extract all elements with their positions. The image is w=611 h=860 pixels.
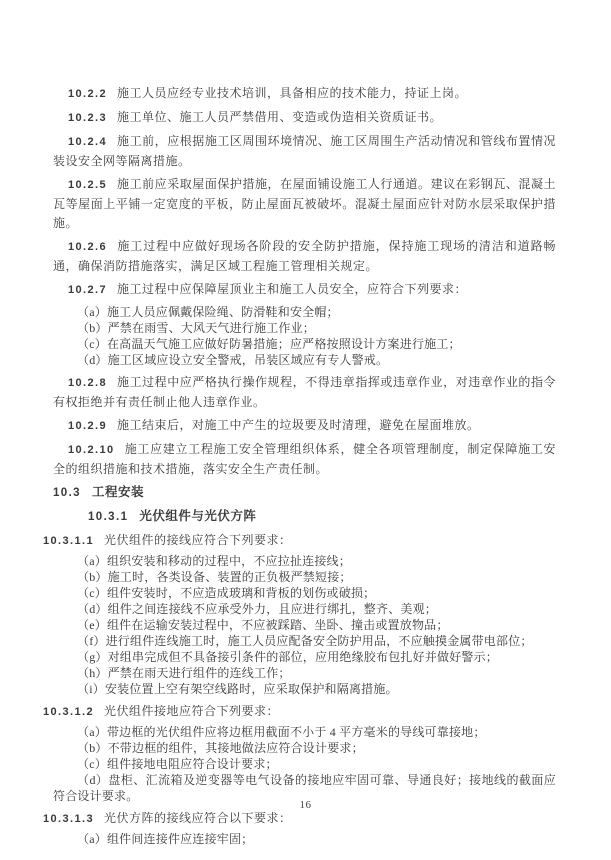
heading-text: 光伏组件与光伏方阵 xyxy=(139,509,257,523)
list-item-text: 安装位置上空有架空线路时，应采取保护和隔离措施。 xyxy=(104,682,398,696)
clause-number: 10.2.9 xyxy=(68,420,107,432)
clause-number: 10.3 xyxy=(53,487,81,499)
list-item-marker: （d） xyxy=(77,602,108,616)
list-item-marker: （a） xyxy=(77,554,107,568)
list-item-marker: （i） xyxy=(77,682,105,696)
list-item-text: 组件安装时，不应造成玻璃和背板的划伤或破损； xyxy=(106,586,376,600)
list-item-marker: （b） xyxy=(77,321,108,335)
list-item xyxy=(53,665,556,681)
clause-paragraph xyxy=(53,416,556,436)
list-item-text: 组件接地电阻应符合设计要求； xyxy=(106,757,278,771)
clause-text: 施工过程中应保障屋顶业主和施工人员安全，应符合下列要求： xyxy=(116,282,467,296)
list-item-text: 组织安装和移动的过程中，不应拉扯连接线； xyxy=(106,554,351,568)
clause-paragraph xyxy=(53,373,556,412)
list-item xyxy=(53,681,556,697)
list-item-marker: （b） xyxy=(77,570,108,584)
heading-text: 工程安装 xyxy=(91,485,144,499)
clause-number: 10.2.4 xyxy=(68,136,107,148)
subsection-heading xyxy=(88,507,556,527)
list-item-marker: （c） xyxy=(77,586,107,600)
list-item xyxy=(53,617,556,633)
clause-paragraph xyxy=(53,84,556,104)
list-item xyxy=(53,336,556,352)
list-item-text: 在高温天气施工应做好防暑措施；应严格按照设计方案进行施工； xyxy=(106,337,461,351)
clause-text: 施工过程中应严格执行操作规程，不得违章指挥或违章作业，对违章作业的指令有权拒绝并有责任制止他人违章作业。 xyxy=(53,375,556,409)
list-item-text: 对组串完成但不具备接引条件的部位，应用绝缘胶布包扎好并做好警示； xyxy=(107,650,499,664)
clause-number: 10.3.1.3 xyxy=(43,813,94,825)
section-heading xyxy=(53,483,556,503)
list-item xyxy=(53,649,556,665)
clause-paragraph xyxy=(53,132,556,171)
page-number: 16 xyxy=(299,799,312,811)
clause-text: 施工前，应根据施工区周围环境情况、施工区周围生产活动情况和管线布置情况装设安全网等隔离措施。 xyxy=(53,134,556,168)
clause-number: 10.3.1.1 xyxy=(43,535,94,547)
list-item-text: 不带边框的组件，其接地做法应符合设计要求； xyxy=(107,741,364,755)
clause-number: 10.2.8 xyxy=(68,377,107,389)
clause-text: 施工前应采取屋面保护措施，在屋面铺设施工人行通道。建议在彩钢瓦、混凝土瓦等屋面上平铺一定宽度的平板，防止屋面瓦被破坏。混凝土屋面应针对防水层采取保护措施。 xyxy=(53,177,556,230)
list-item xyxy=(53,553,556,569)
list-item-text: 严禁在雨雪、大风天气进行施工作业； xyxy=(107,321,316,335)
sub-item-list xyxy=(53,724,556,804)
document-content xyxy=(43,84,556,852)
clause-number: 10.3.1.2 xyxy=(43,706,94,718)
list-item xyxy=(53,320,556,336)
list-item xyxy=(53,601,556,617)
clause-paragraph xyxy=(43,531,556,551)
list-item-marker: （h） xyxy=(77,666,108,680)
clause-text: 施工单位、施工人员严禁借用、变造或伪造相关资质证书。 xyxy=(116,110,442,124)
list-item-marker: （d） xyxy=(77,353,108,367)
sub-item-list xyxy=(53,553,556,697)
clause-paragraph xyxy=(53,280,556,300)
list-item-marker: （c） xyxy=(77,337,107,351)
list-item-text: 施工时，各类设备、装置的正负极严禁短接； xyxy=(107,570,352,584)
list-item-text: 盘柜、汇流箱及逆变器等电气设备的接地应牢固可靠、导通良好；接地线的截面应符合设计要求。 xyxy=(53,773,556,803)
list-item xyxy=(53,569,556,585)
clause-text: 施工过程中应做好现场各阶段的安全防护措施，保持施工现场的清洁和道路畅通，确保消防措施落实，满足区域工程施工管理相关规定。 xyxy=(53,239,556,273)
list-item xyxy=(53,831,556,847)
list-item-marker: （a） xyxy=(77,305,107,319)
list-item xyxy=(53,352,556,368)
clause-paragraph xyxy=(53,175,556,233)
clause-text: 施工应建立工程施工安全管理组织体系，健全各项管理制度，制定保障施工安全的组织措施和技术措施，落实安全生产责任制。 xyxy=(53,442,556,476)
list-item-text: 组件在运输安装过程中，不应被踩踏、坐卧、撞击或置放物品； xyxy=(106,618,449,632)
list-item-marker: （a） xyxy=(77,832,107,846)
sub-item-list xyxy=(53,304,556,368)
list-item-marker: （c） xyxy=(77,757,107,771)
clause-paragraph xyxy=(53,237,556,276)
list-item xyxy=(53,740,556,756)
clause-number: 10.2.7 xyxy=(68,284,107,296)
list-item-text: 施工人员应佩戴保险绳、防滑鞋和安全帽； xyxy=(106,305,339,319)
clause-text: 光伏组件接地应符合下列要求： xyxy=(103,704,279,718)
list-item xyxy=(53,756,556,772)
list-item-text: 进行组件连线施工时，施工人员应配备安全防护用品，不应触摸金属带电部位； xyxy=(105,634,533,648)
clause-number: 10.2.2 xyxy=(68,88,107,100)
list-item-text: 严禁在雨天进行组件的连线工作； xyxy=(107,666,291,680)
clause-text: 光伏方阵的接线应符合以下要求： xyxy=(103,811,292,825)
clause-paragraph xyxy=(43,809,556,829)
clause-number: 10.3.1 xyxy=(88,511,129,523)
clause-number: 10.2.6 xyxy=(68,241,107,253)
list-item xyxy=(53,724,556,740)
clause-number: 10.2.3 xyxy=(68,112,107,124)
list-item-marker: （b） xyxy=(77,741,108,755)
clause-text: 施工人员应经专业技术培训，具备相应的技术能力，持证上岗。 xyxy=(116,86,467,100)
clause-text: 施工结束后，对施工中产生的垃圾要及时清理，避免在屋面堆放。 xyxy=(116,418,480,432)
sub-item-list xyxy=(53,831,556,847)
list-item xyxy=(53,304,556,320)
list-item-marker: （f） xyxy=(77,634,106,648)
list-item xyxy=(53,585,556,601)
clause-number: 10.2.10 xyxy=(68,444,115,456)
list-item-text: 组件间连接件应连接牢固； xyxy=(106,832,254,846)
list-item-marker: （e） xyxy=(77,618,107,632)
list-item-marker: （a） xyxy=(77,725,107,739)
clause-paragraph xyxy=(53,440,556,479)
list-item-text: 带边框的光伏组件应将边框用截面不小于 4 平方毫米的导线可靠接地； xyxy=(106,725,486,739)
list-item-text: 施工区域应设立安全警戒，吊装区域应有专人警戒。 xyxy=(107,353,389,367)
clause-paragraph xyxy=(43,702,556,722)
clause-text: 光伏组件的接线应符合下列要求： xyxy=(103,533,292,547)
list-item-marker: （d） xyxy=(77,773,109,787)
clause-number: 10.2.5 xyxy=(68,179,107,191)
clause-paragraph xyxy=(53,108,556,128)
list-item-marker: （g） xyxy=(77,650,108,664)
list-item-text: 组件之间连接线不应承受外力，且应进行绑扎，整齐、美观； xyxy=(107,602,438,616)
list-item xyxy=(53,633,556,649)
